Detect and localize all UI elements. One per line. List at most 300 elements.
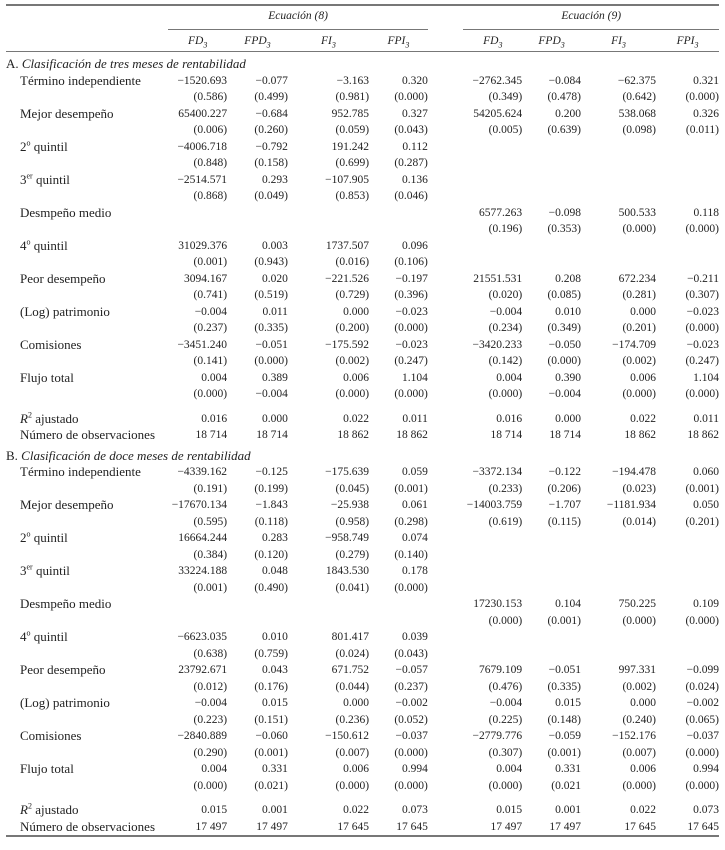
row-label-suffix: quintil	[30, 629, 68, 644]
spacer	[428, 370, 463, 387]
pvalue-cell: (0.065)	[685, 713, 719, 726]
coefficient-cell: −221.526	[325, 272, 370, 285]
empty-cell	[656, 547, 719, 564]
row-label	[6, 596, 168, 613]
pvalue-cell: (0.000)	[394, 322, 428, 334]
empty-cell	[227, 613, 288, 630]
row-label-superscript: o	[26, 628, 31, 638]
statistic-cell: 17 497	[195, 820, 228, 833]
pvalue-cell: (0.396)	[394, 289, 428, 301]
coefficient-cell: −0.002	[395, 697, 428, 709]
pvalue-cell: (0.115)	[547, 515, 581, 528]
row-label	[6, 497, 168, 514]
statistic-row	[6, 411, 719, 428]
spacer	[428, 353, 463, 370]
pvalue-cell: (0.247)	[394, 355, 428, 367]
pvalue-row	[6, 679, 719, 696]
statistic-cell: 0.011	[693, 412, 719, 425]
spacer	[428, 5, 463, 25]
pvalue-cell: (0.141)	[193, 355, 228, 367]
statistic-cell: 18 714	[195, 429, 228, 441]
coefficient-cell: 1843.530	[325, 565, 370, 577]
pvalue-row	[6, 514, 719, 531]
column-header	[369, 29, 428, 52]
spacer	[428, 679, 463, 696]
pvalue-cell: (0.000)	[335, 779, 370, 792]
row-label	[6, 427, 168, 444]
empty-cell	[288, 596, 369, 613]
row-label	[6, 205, 168, 222]
coefficient-cell: −0.077	[255, 74, 288, 87]
empty-cell	[522, 254, 581, 271]
pvalue-cell: −0.004	[548, 388, 581, 400]
empty-cell	[522, 530, 581, 547]
pvalue-cell: (0.335)	[254, 322, 288, 334]
pvalue-row	[6, 386, 719, 403]
pvalue-cell: (0.619)	[488, 515, 523, 528]
spacer	[428, 613, 463, 630]
coefficient-cell: 0.000	[343, 697, 370, 709]
spacer	[428, 761, 463, 778]
pvalue-cell: (0.298)	[394, 515, 428, 528]
pvalue-cell: (0.206)	[547, 482, 581, 495]
row-label	[6, 802, 168, 819]
blank	[6, 547, 168, 564]
spacer	[428, 155, 463, 172]
pvalue-cell: (0.043)	[394, 647, 428, 660]
statistic-cell: 17 497	[549, 820, 581, 833]
coefficient-cell: −0.023	[395, 305, 428, 318]
coefficient-cell: 6577.263	[479, 206, 523, 219]
coefficient-cell: 0.000	[630, 305, 657, 318]
empty-cell	[581, 155, 656, 172]
coefficient-cell: 0.004	[201, 371, 228, 384]
blank	[6, 386, 168, 403]
blank	[6, 320, 168, 337]
column-base: FPD	[538, 34, 561, 47]
equation-8-header: Ecuación (8)	[168, 5, 428, 25]
column-header-row	[6, 29, 719, 52]
coefficient-cell: −3.163	[336, 74, 370, 87]
row-label-suffix: quintil	[30, 138, 68, 154]
empty-cell	[227, 205, 288, 222]
coefficient-cell: 0.015	[262, 697, 288, 709]
coefficient-row	[6, 172, 719, 189]
coefficient-cell: 0.061	[402, 499, 428, 511]
row-label-text: 2	[20, 138, 27, 154]
coefficient-cell: −0.051	[255, 338, 288, 351]
spacer	[428, 89, 463, 106]
statistic-cell: 18 714	[490, 429, 523, 441]
pvalue-cell: (0.476)	[488, 680, 523, 693]
coefficient-cell: −17670.134	[171, 499, 228, 511]
row-label	[6, 629, 168, 646]
coefficient-cell: 0.118	[693, 206, 719, 219]
coefficient-cell: 0.006	[630, 371, 657, 384]
empty-cell	[656, 172, 719, 189]
coefficient-cell: 0.994	[693, 763, 719, 775]
empty-cell	[522, 155, 581, 172]
pvalue-cell: (0.120)	[254, 548, 288, 561]
panel-heading-row	[6, 444, 719, 465]
statistic-cell: 18 862	[396, 429, 428, 441]
spacer	[428, 304, 463, 321]
coefficient-cell: −25.938	[330, 499, 370, 511]
row-label-text: Comisiones	[20, 728, 82, 743]
corner-cell	[6, 5, 168, 25]
pvalue-row	[6, 778, 719, 795]
pvalue-cell: (0.000)	[394, 388, 428, 400]
empty-cell	[522, 139, 581, 156]
blank	[6, 287, 168, 304]
coefficient-cell: 7679.109	[479, 664, 523, 676]
spacer	[428, 122, 463, 139]
pvalue-cell: (0.958)	[335, 515, 370, 528]
column-header	[288, 29, 369, 52]
row-label	[6, 411, 168, 428]
coefficient-cell: 0.006	[343, 763, 370, 775]
empty-cell	[581, 254, 656, 271]
pvalue-cell: (0.519)	[254, 289, 288, 301]
column-header	[522, 29, 581, 52]
row-label	[6, 761, 168, 778]
spacer	[428, 728, 463, 745]
spacer	[428, 819, 463, 837]
empty-cell	[656, 254, 719, 271]
statistic-cell: 18 714	[256, 429, 288, 441]
coefficient-row	[6, 370, 719, 387]
blank	[6, 481, 168, 498]
pvalue-cell: (0.287)	[394, 157, 428, 169]
coefficient-cell: −0.057	[395, 664, 428, 676]
coefficient-cell: −3451.240	[177, 338, 228, 351]
empty-cell	[463, 254, 522, 271]
pvalue-cell: (0.024)	[685, 680, 719, 693]
row-label	[6, 695, 168, 712]
pvalue-cell: (0.000)	[335, 388, 370, 400]
spacer	[428, 580, 463, 597]
pvalue-cell: (0.499)	[254, 91, 288, 103]
statistic-cell: 0.000	[262, 412, 288, 425]
empty-cell	[581, 530, 656, 547]
statistic-cell: 0.015	[496, 804, 523, 816]
statistic-cell: 17 645	[624, 820, 657, 833]
coefficient-cell: 0.331	[262, 763, 288, 775]
panel-heading-row	[6, 52, 719, 73]
blank	[6, 613, 168, 630]
row-label	[6, 106, 168, 123]
empty-cell	[369, 596, 428, 613]
row-label	[6, 530, 168, 547]
empty-cell	[288, 613, 369, 630]
pvalue-cell: (0.016)	[335, 256, 370, 268]
coefficient-cell: −150.612	[325, 730, 370, 742]
pvalue-row	[6, 320, 719, 337]
spacer	[428, 745, 463, 762]
pvalue-cell: (0.201)	[685, 515, 719, 528]
column-header	[656, 29, 719, 52]
pvalue-cell: (0.247)	[685, 355, 719, 367]
empty-cell	[463, 238, 522, 255]
row-label	[6, 662, 168, 679]
coefficient-cell: −0.004	[194, 697, 228, 709]
pvalue-cell: (0.981)	[335, 91, 370, 103]
coefficient-row	[6, 530, 719, 547]
pvalue-cell: (0.001)	[193, 256, 228, 268]
row-label-text: Mejor desempeño	[20, 105, 114, 121]
blank	[6, 745, 168, 762]
row-label-text: Flujo total	[20, 761, 74, 776]
pvalue-cell: (0.307)	[685, 289, 719, 301]
coefficient-cell: −175.639	[325, 466, 370, 478]
pvalue-cell: (0.000)	[622, 614, 657, 627]
pvalue-cell: (0.234)	[488, 322, 523, 334]
coefficient-cell: −0.051	[548, 664, 581, 676]
coefficient-row	[6, 629, 719, 646]
spacer	[428, 481, 463, 498]
pvalue-cell: (0.052)	[394, 713, 428, 726]
statistic-cell: 17 645	[396, 820, 428, 833]
row-label-text: 2	[20, 530, 27, 545]
pvalue-cell: (0.041)	[335, 581, 370, 594]
coefficient-cell: 0.321	[693, 74, 719, 87]
pvalue-cell: (0.007)	[622, 746, 657, 759]
pvalue-cell: (0.001)	[394, 482, 428, 495]
empty-cell	[656, 580, 719, 597]
column-base: FI	[611, 34, 622, 47]
coefficient-cell: 0.096	[402, 239, 428, 252]
row-label-text: R	[20, 802, 28, 817]
coefficient-row	[6, 106, 719, 123]
coefficient-cell: 0.059	[402, 466, 428, 478]
row-label-suffix: quintil	[32, 563, 70, 578]
empty-cell	[656, 530, 719, 547]
coefficient-cell: −0.125	[255, 466, 288, 478]
coefficient-cell: −0.122	[548, 466, 581, 478]
coefficient-cell: −0.099	[686, 664, 719, 676]
empty-cell	[522, 238, 581, 255]
pvalue-row	[6, 712, 719, 729]
row-label-text: Desmpeño medio	[20, 596, 112, 611]
pvalue-row	[6, 254, 719, 271]
coefficient-cell: −175.592	[325, 338, 370, 351]
coefficient-cell: −0.004	[489, 697, 523, 709]
empty-cell	[463, 563, 522, 580]
coefficient-cell: 0.043	[262, 664, 288, 676]
empty-cell	[522, 172, 581, 189]
pvalue-cell: (0.020)	[488, 289, 523, 301]
spacer	[428, 712, 463, 729]
blank	[6, 122, 168, 139]
column-base: FI	[321, 34, 332, 47]
empty-cell	[463, 139, 522, 156]
coefficient-cell: 0.283	[262, 532, 288, 544]
pvalue-cell: (0.000)	[622, 779, 657, 792]
coefficient-cell: 0.010	[262, 631, 288, 643]
empty-cell	[522, 547, 581, 564]
empty-cell	[463, 580, 522, 597]
pvalue-cell: (0.586)	[193, 91, 228, 103]
spacer	[428, 271, 463, 288]
empty-cell	[168, 205, 227, 222]
empty-cell	[581, 563, 656, 580]
row-label-text: 4	[20, 629, 27, 644]
empty-cell	[581, 139, 656, 156]
row-label-suffix: quintil	[30, 530, 68, 545]
coefficient-cell: 750.225	[618, 598, 657, 610]
coefficient-row	[6, 238, 719, 255]
pvalue-cell: (0.001)	[193, 581, 228, 594]
gap-row	[6, 403, 719, 411]
row-label	[6, 819, 168, 837]
row-label	[6, 563, 168, 580]
statistic-cell: 0.016	[496, 412, 523, 425]
empty-cell	[463, 155, 522, 172]
statistic-cell: 18 862	[337, 429, 370, 441]
statistic-cell: 18 862	[687, 429, 719, 441]
statistic-row	[6, 802, 719, 819]
pvalue-cell: (0.000)	[685, 746, 719, 759]
coefficient-cell: 33224.188	[178, 565, 228, 577]
blank	[6, 794, 719, 802]
pvalue-row	[6, 547, 719, 564]
pvalue-cell: (0.000)	[394, 746, 428, 759]
row-label-suffix: quintil	[30, 237, 68, 253]
spacer	[428, 596, 463, 613]
coefficient-cell: −14003.759	[466, 499, 523, 511]
coefficient-cell: −0.023	[395, 338, 428, 351]
pvalue-cell: (0.014)	[622, 515, 657, 528]
row-label	[6, 304, 168, 321]
statistic-cell: 0.022	[343, 412, 370, 425]
blank	[6, 514, 168, 531]
coefficient-cell: 0.293	[262, 173, 288, 186]
pvalue-cell: (0.233)	[488, 482, 523, 495]
coefficient-cell: 0.039	[402, 631, 428, 643]
pvalue-cell: (0.001)	[547, 746, 581, 759]
blank	[6, 712, 168, 729]
row-label-text: (Log) patrimonio	[20, 303, 110, 319]
pvalue-cell: (0.148)	[547, 713, 581, 726]
column-base: FPD	[244, 34, 267, 47]
coefficient-cell: −4339.162	[177, 466, 228, 478]
pvalue-cell: (0.848)	[193, 157, 228, 169]
row-label-superscript: o	[26, 529, 31, 539]
row-label-text: Término independiente	[20, 72, 141, 88]
spacer	[428, 254, 463, 271]
coefficient-cell: −2762.345	[472, 74, 523, 87]
pvalue-cell: (0.140)	[394, 548, 428, 561]
blank	[6, 29, 168, 52]
column-subscript: 3	[694, 39, 699, 49]
coefficient-cell: −0.084	[548, 74, 581, 87]
pvalue-cell: (0.007)	[335, 746, 370, 759]
coefficient-row	[6, 464, 719, 481]
pvalue-cell: (0.236)	[335, 713, 370, 726]
pvalue-cell: (0.223)	[193, 713, 228, 726]
pvalue-cell: (0.000)	[622, 223, 657, 235]
empty-cell	[168, 221, 227, 238]
coefficient-cell: 0.048	[262, 565, 288, 577]
pvalue-cell: (0.023)	[622, 482, 657, 495]
coefficient-cell: 0.389	[262, 371, 288, 384]
pvalue-cell: (0.000)	[622, 388, 657, 400]
coefficient-cell: 23792.671	[178, 664, 228, 676]
spacer	[428, 547, 463, 564]
coefficient-cell: 0.208	[555, 272, 581, 285]
row-label-text: Desmpeño medio	[20, 204, 112, 220]
pvalue-cell: (0.353)	[547, 223, 581, 235]
coefficient-cell: 21551.531	[473, 272, 523, 285]
blank	[6, 221, 168, 238]
statistic-cell: 0.001	[555, 804, 581, 816]
empty-cell	[522, 563, 581, 580]
coefficient-row	[6, 497, 719, 514]
coefficient-cell: 0.327	[402, 107, 428, 120]
coefficient-cell: 0.060	[693, 466, 719, 478]
pvalue-cell: (0.642)	[622, 91, 657, 103]
row-label-superscript: o	[26, 237, 31, 247]
empty-cell	[168, 596, 227, 613]
coefficient-cell: 3094.167	[183, 272, 228, 285]
coefficient-cell: −958.749	[325, 532, 370, 544]
statistic-cell: 0.073	[402, 804, 428, 816]
panel-heading	[6, 52, 719, 73]
coefficient-cell: 0.006	[630, 763, 657, 775]
spacer	[428, 106, 463, 123]
coefficient-cell: 0.178	[402, 565, 428, 577]
empty-cell	[168, 613, 227, 630]
empty-cell	[581, 547, 656, 564]
pvalue-cell: (0.000)	[685, 614, 719, 627]
coefficient-cell: −2840.889	[177, 730, 228, 742]
pvalue-row	[6, 188, 719, 205]
coefficient-cell: 0.006	[343, 371, 370, 384]
row-label-superscript: 2	[27, 801, 32, 811]
coefficient-row	[6, 695, 719, 712]
coefficient-cell: −0.060	[255, 730, 288, 742]
pvalue-cell: (0.011)	[685, 124, 719, 136]
empty-cell	[656, 563, 719, 580]
empty-cell	[463, 547, 522, 564]
empty-cell	[227, 596, 288, 613]
row-label-text: Peor desempeño	[20, 662, 106, 677]
blank	[6, 155, 168, 172]
empty-cell	[581, 580, 656, 597]
blank	[6, 353, 168, 370]
pvalue-cell: (0.741)	[193, 289, 228, 301]
spacer	[428, 427, 463, 444]
coefficient-cell: 0.000	[343, 305, 370, 318]
row-label-text: Mejor desempeño	[20, 497, 114, 512]
pvalue-cell: (0.000)	[488, 388, 523, 400]
blank	[6, 254, 168, 271]
coefficient-row	[6, 271, 719, 288]
coefficient-cell: −62.375	[617, 74, 657, 87]
pvalue-row	[6, 122, 719, 139]
blank	[6, 89, 168, 106]
coefficient-cell: −194.478	[612, 466, 657, 478]
empty-cell	[522, 646, 581, 663]
coefficient-row	[6, 304, 719, 321]
pvalue-cell: (0.000)	[685, 388, 719, 400]
spacer	[428, 386, 463, 403]
row-label-text: Peor desempeño	[20, 270, 106, 286]
statistic-cell: 0.015	[201, 804, 228, 816]
column-base: FD	[187, 34, 204, 47]
pvalue-cell: (0.335)	[547, 680, 581, 693]
coefficient-cell: 0.109	[693, 598, 719, 610]
